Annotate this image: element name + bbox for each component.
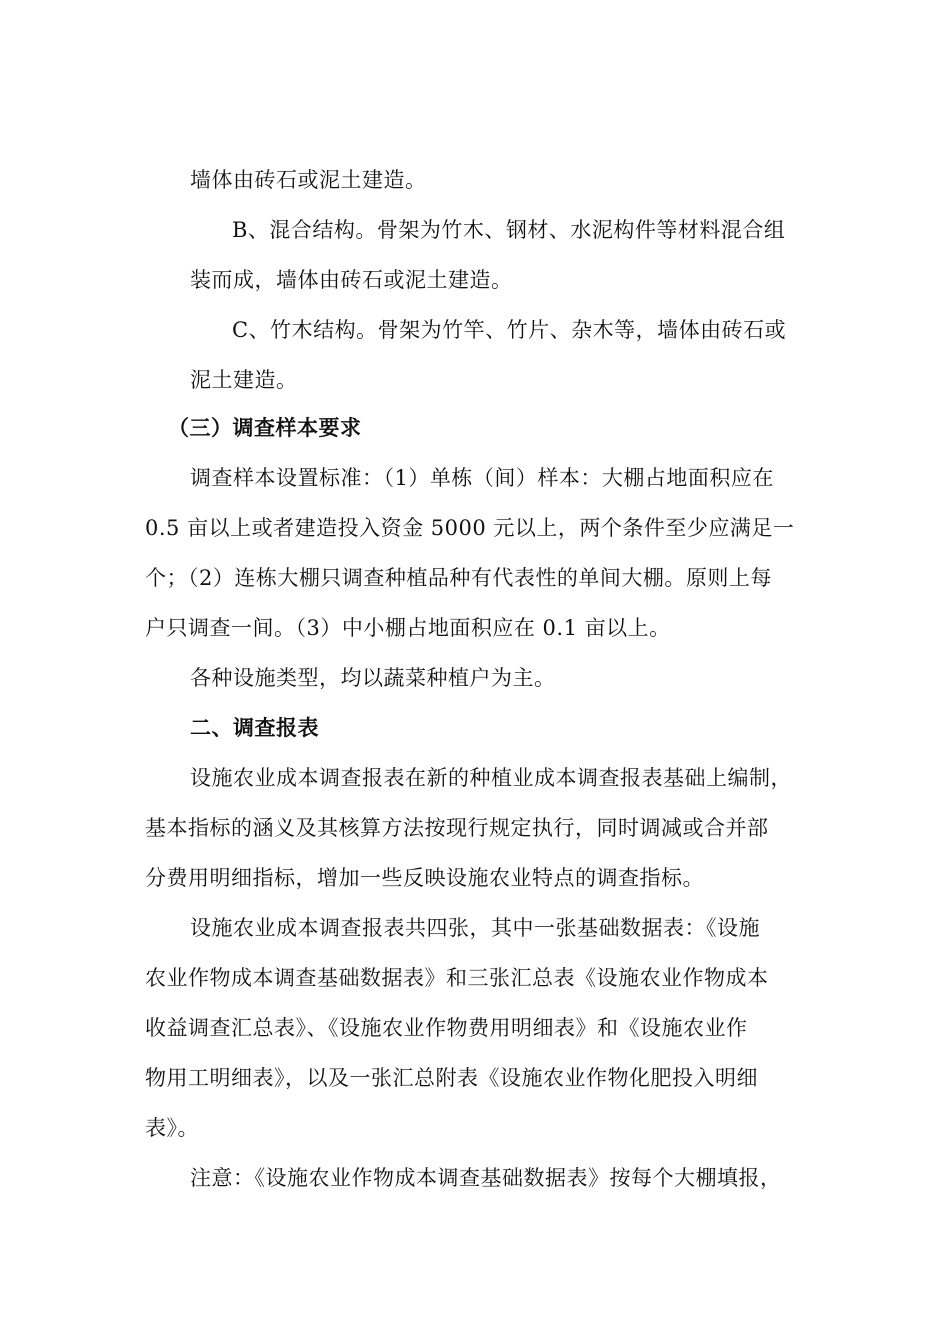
paragraph-line: 农业作物成本调查基础数据表》和三张汇总表《设施农业作物成本 — [145, 966, 769, 990]
paragraph-line: C、竹木结构。骨架为竹竿、竹片、杂木等，墙体由砖石或 — [232, 318, 787, 342]
paragraph-line: 调查样本设置标准：（1）单栋（间）样本：大棚占地面积应在 — [190, 466, 774, 490]
paragraph-line: 各种设施类型，均以蔬菜种植户为主。 — [190, 666, 556, 690]
paragraph-line: 表》。 — [145, 1116, 199, 1140]
paragraph-line: 物用工明细表》，以及一张汇总附表《设施农业作物化肥投入明细 — [145, 1066, 758, 1090]
paragraph-line: 基本指标的涵义及其核算方法按现行规定执行，同时调减或合并部 — [145, 816, 769, 840]
paragraph-line: 0.5 亩以上或者建造投入资金 5000 元以上，两个条件至少应满足一 — [145, 516, 795, 540]
section-heading: （三）调查样本要求 — [168, 416, 362, 440]
paragraph-line: 墙体由砖石或泥土建造。 — [190, 168, 427, 192]
paragraph-line: 个；（2）连栋大棚只调查种植品种有代表性的单间大棚。原则上每 — [145, 566, 772, 590]
paragraph-line: 设施农业成本调查报表在新的种植业成本调查报表基础上编制， — [190, 766, 792, 790]
paragraph-line: 设施农业成本调查报表共四张，其中一张基础数据表：《设施 — [190, 916, 760, 940]
section-heading: 二、调查报表 — [190, 716, 319, 740]
paragraph-line: B、混合结构。骨架为竹木、钢材、水泥构件等材料混合组 — [232, 218, 786, 242]
paragraph-line: 注意：《设施农业作物成本调查基础数据表》按每个大棚填报， — [190, 1166, 782, 1190]
paragraph-line: 户只调查一间。（3）中小棚占地面积应在 0.1 亩以上。 — [145, 616, 671, 640]
paragraph-line: 泥土建造。 — [190, 368, 298, 392]
paragraph-line: 装而成，墙体由砖石或泥土建造。 — [190, 268, 513, 292]
paragraph-line: 收益调查汇总表》、《设施农业作物费用明细表》和《设施农业作 — [145, 1016, 748, 1040]
paragraph-line: 分费用明细指标，增加一些反映设施农业特点的调查指标。 — [145, 866, 704, 890]
